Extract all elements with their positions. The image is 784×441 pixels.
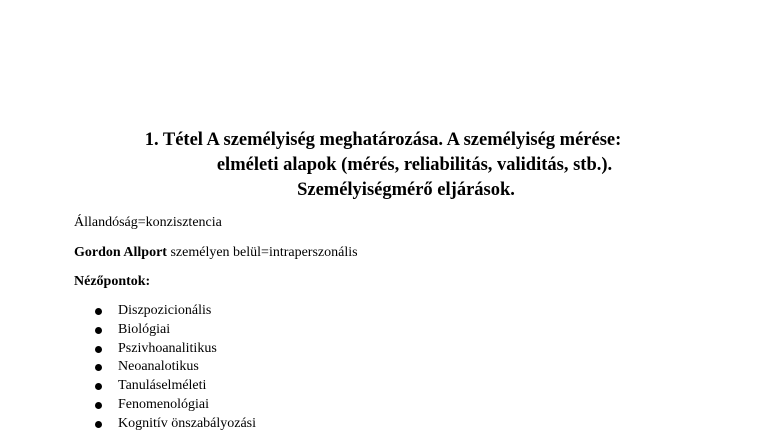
- list-item: [0, 415, 256, 434]
- list-item-label: Diszpozicionális: [118, 303, 212, 318]
- bullet-icon: [95, 383, 102, 390]
- bullet-icon: [95, 308, 102, 315]
- heading-line-3: Személyiségmérő eljárások.: [297, 180, 515, 200]
- list-item-label: Tanuláselméleti: [118, 378, 207, 394]
- list-item: [0, 321, 256, 340]
- list-item-label: Neoanalotikus: [118, 359, 199, 375]
- document-heading: [0, 128, 784, 203]
- bullet-icon: [95, 421, 102, 428]
- bullet-icon: [95, 327, 102, 334]
- bullet-icon: [95, 346, 102, 353]
- viewpoints-list: [0, 302, 256, 434]
- list-item-label: Fenomenológiai: [118, 396, 209, 412]
- list-item-label: Biológiai: [118, 321, 171, 337]
- list-item: [0, 377, 256, 396]
- author-definition: személyen belül=intraperszonális: [166, 245, 358, 260]
- list-item-label: Pszivhoanalitikus: [118, 340, 217, 356]
- heading-line-2: elméleti alapok (mérés, reliabilitás, validitás, stb.).: [216, 155, 613, 175]
- list-item: [0, 396, 256, 415]
- paragraph-consistency: Állandóság=konzisztencia: [74, 215, 222, 230]
- author-name: Gordon Allport: [74, 245, 167, 260]
- bullet-icon: [95, 402, 102, 409]
- list-item-label: Kognitív önszabályozási: [118, 415, 257, 431]
- list-item: [0, 302, 256, 321]
- paragraph-allport: [74, 244, 358, 262]
- heading-line-1: 1. Tétel A személyiség meghatározása. A személyiség mérése:: [144, 130, 622, 150]
- list-item: [0, 358, 256, 377]
- bullet-icon: [95, 364, 102, 371]
- viewpoints-heading: Nézőpontok:: [74, 274, 151, 289]
- list-item: [0, 340, 256, 359]
